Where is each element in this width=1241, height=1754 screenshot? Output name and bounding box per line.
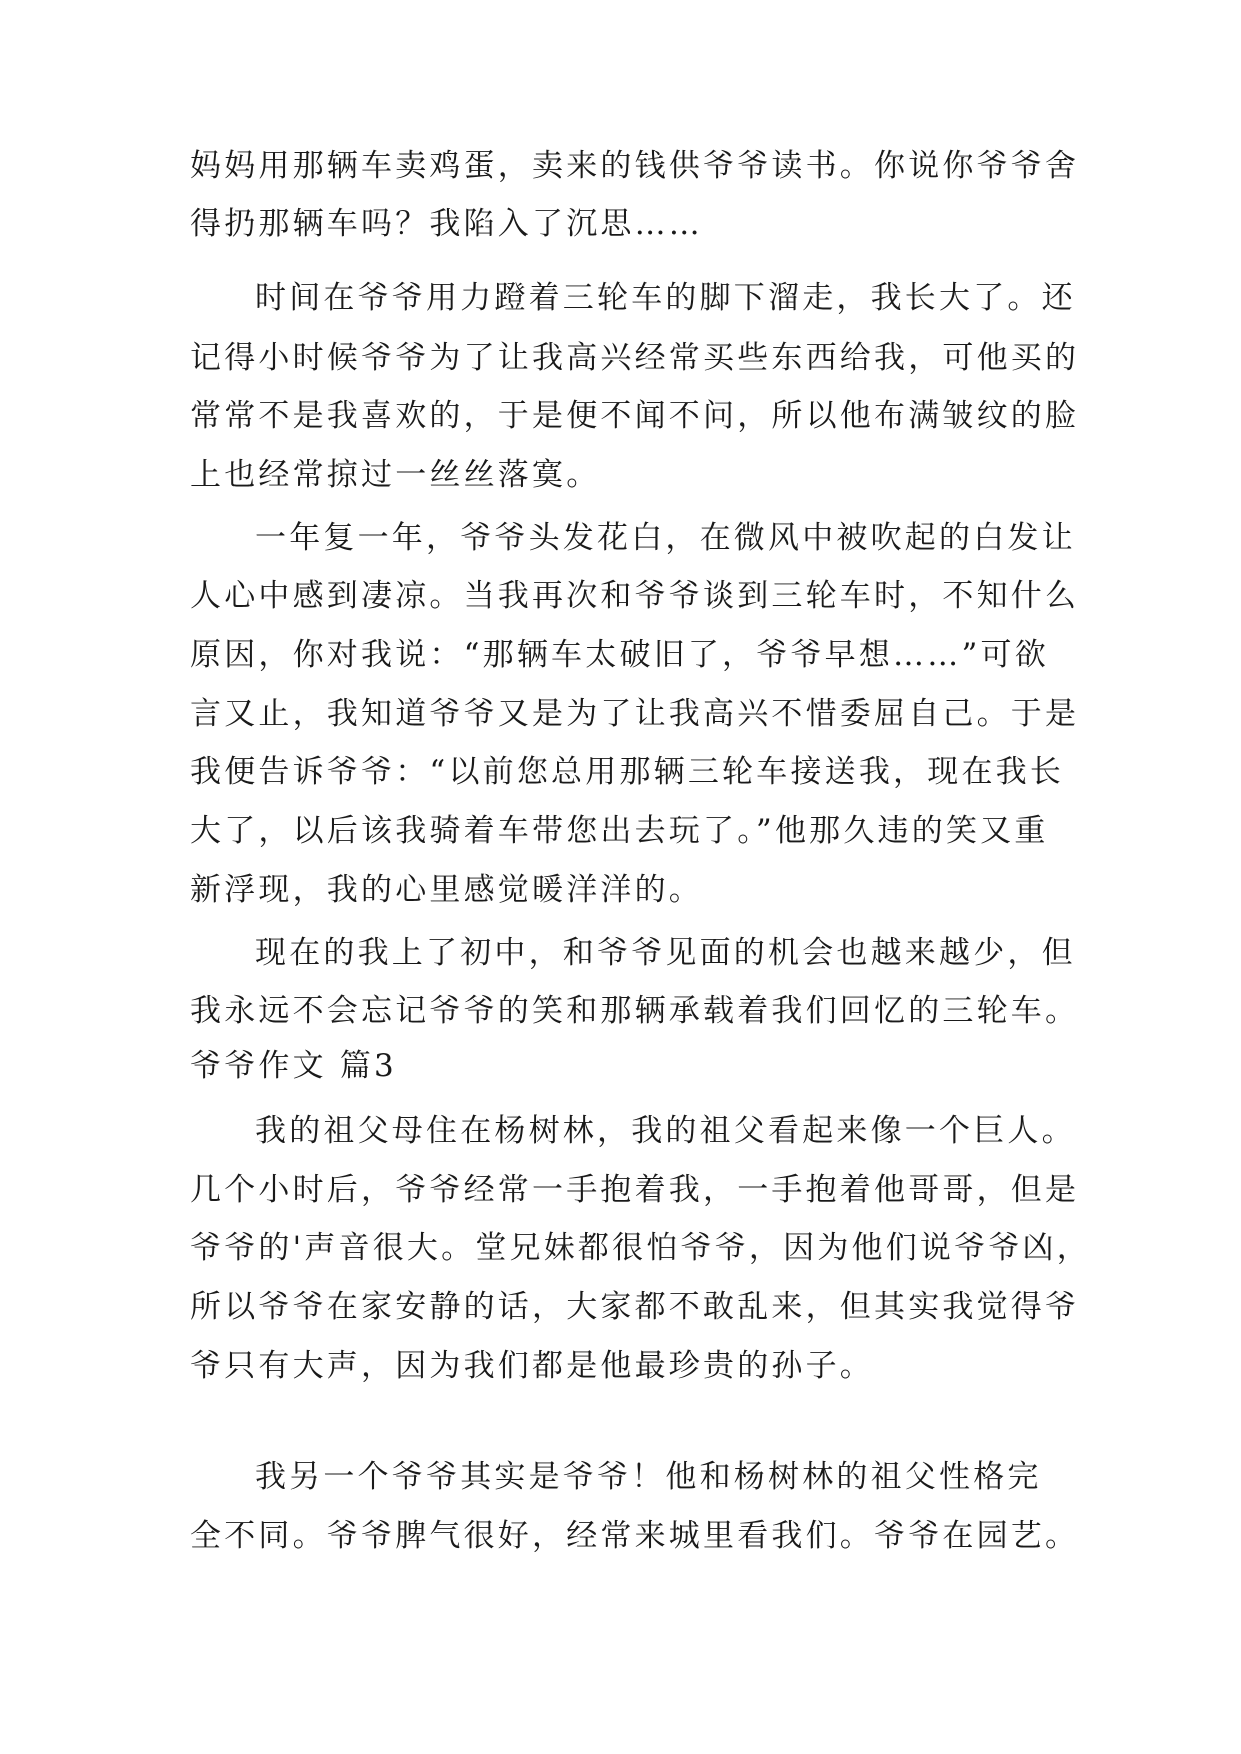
text-line: 我永远不会忘记爷爷的笑和那辆承载着我们回忆的三轮车。 (190, 993, 1080, 1029)
text-line: 爷只有大声，因为我们都是他最珍贵的孙子。 (190, 1348, 874, 1384)
text-line: 妈妈用那辆车卖鸡蛋，卖来的钱供爷爷读书。你说你爷爷舍 (190, 148, 1080, 184)
text-line: 言又止，我知道爷爷又是为了让我高兴不惜委屈自己。于是 (190, 696, 1080, 732)
text-line: 大了，以后该我骑着车带您出去玩了。”他那久违的笑又重 (190, 813, 1049, 849)
text-line: 上也经常掠过一丝丝落寞。 (190, 457, 601, 493)
text-line: 几个小时后，爷爷经常一手抱着我，一手抱着他哥哥，但是 (190, 1172, 1080, 1208)
text-line: 所以爷爷在家安静的话，大家都不敢乱来，但其实我觉得爷 (190, 1289, 1080, 1325)
paragraph-start-line: 时间在爷爷用力蹬着三轮车的脚下溜走，我长大了。还 (255, 280, 1076, 316)
text-line: 原因，你对我说：“那辆车太破旧了，爷爷早想……”可欲 (190, 637, 1049, 673)
text-line: 新浮现，我的心里感觉暖洋洋的。 (190, 872, 703, 908)
paragraph-start-line: 我的祖父母住在杨树林，我的祖父看起来像一个巨人。 (255, 1113, 1076, 1149)
text-line: 人心中感到凄凉。当我再次和爷爷谈到三轮车时，不知什么 (190, 578, 1080, 614)
paragraph-start-line: 我另一个爷爷其实是爷爷！他和杨树林的祖父性格完 (255, 1459, 1042, 1495)
section-heading: 爷爷作文 篇3 (190, 1048, 397, 1084)
text-line: 记得小时候爷爷为了让我高兴经常买些东西给我，可他买的 (190, 340, 1080, 376)
text-line: 爷爷的'声音很大。堂兄妹都很怕爷爷，因为他们说爷爷凶， (190, 1230, 1091, 1266)
paragraph-start-line: 现在的我上了初中，和爷爷见面的机会也越来越少，但 (255, 935, 1076, 971)
text-line: 全不同。爷爷脾气很好，经常来城里看我们。爷爷在园艺。 (190, 1518, 1080, 1554)
text-line: 我便告诉爷爷：“以前您总用那辆三轮车接送我，现在我长 (190, 754, 1065, 790)
paragraph-start-line: 一年复一年，爷爷头发花白，在微风中被吹起的白发让 (255, 520, 1076, 556)
text-line: 得扔那辆车吗？我陷入了沉思…… (190, 206, 703, 242)
text-line: 常常不是我喜欢的，于是便不闻不问，所以他布满皱纹的脸 (190, 398, 1080, 434)
